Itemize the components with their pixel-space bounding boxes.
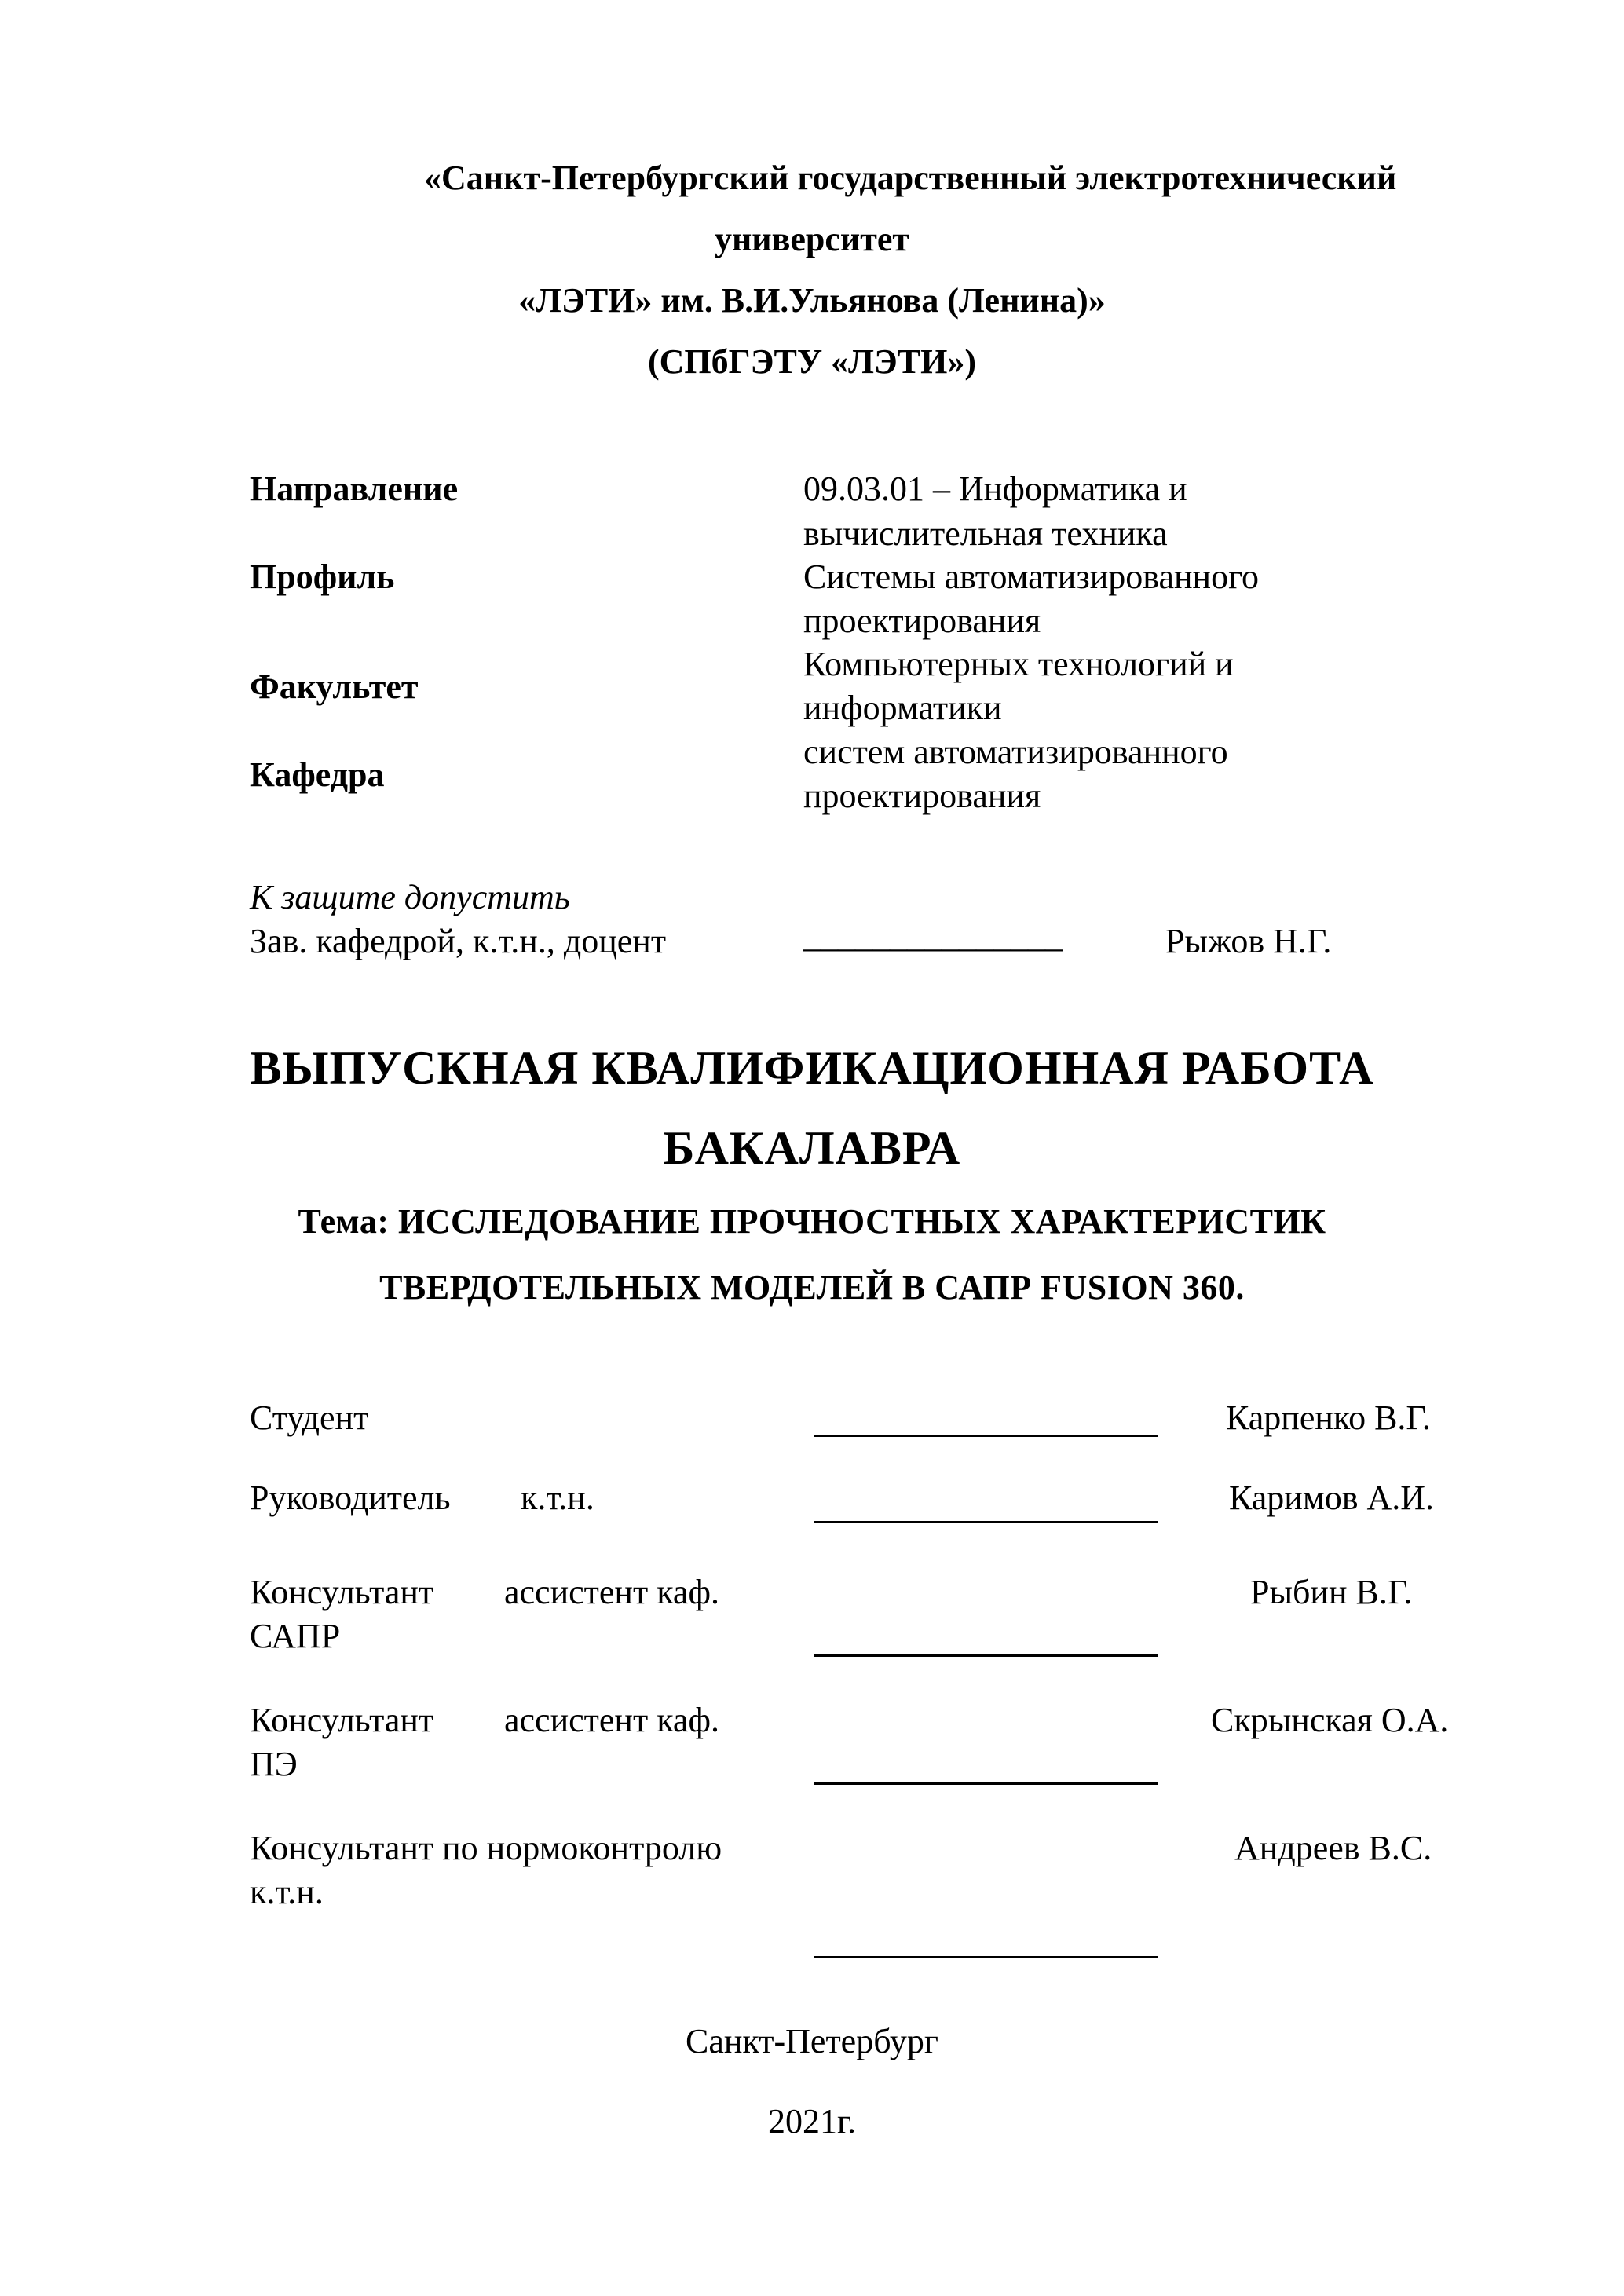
admission-signature-line: _______________ [803,916,1063,955]
signature-line [814,1521,1158,1523]
admission-role: Зав. кафедрой, к.т.н., доцент [250,922,667,960]
signature-role-line2: САПР [250,1617,341,1655]
signature-name: Карпенко В.Г. [1226,1398,1431,1437]
signature-line [814,1782,1158,1785]
profile-label: Профиль [250,558,395,596]
header-university-line1: «Санкт-Петербургский государственный электротехнический [424,159,1397,197]
header-university-abbr: (СПбГЭТУ «ЛЭТИ») [648,342,976,381]
signature-line [814,1654,1158,1657]
document-theme-line2: ТВЕРДОТЕЛЬНЫХ МОДЕЛЕЙ В САПР FUSION 360. [379,1268,1245,1307]
department-label: Кафедра [250,755,385,794]
signature-name: Рыбин В.Г. [1250,1573,1413,1611]
signature-name: Каримов А.И. [1229,1479,1435,1517]
header-university-line3: «ЛЭТИ» им. В.И.Ульянова (Ленина)» [518,281,1106,320]
document-theme-line1: Тема: ИССЛЕДОВАНИЕ ПРОЧНОСТНЫХ ХАРАКТЕРИСТИК [298,1202,1326,1241]
signature-role-detail: ассистент каф. [504,1701,719,1739]
header-university-line2: университет [714,220,910,258]
document-title-line2: БАКАЛАВРА [663,1122,961,1174]
signature-role: Консультант по нормоконтролю [250,1829,722,1867]
direction-value-line1: 09.03.01 – Информатика и [803,470,1187,508]
department-value-line2: проектирования [803,777,1041,815]
direction-value-line2: вычислительная техника [803,514,1168,553]
faculty-value-line1: Компьютерных технологий и [803,645,1234,683]
signature-line [814,1435,1158,1437]
faculty-label: Факультет [250,667,419,706]
signature-role: Консультант [250,1701,434,1739]
department-value-line1: систем автоматизированного [803,733,1228,771]
faculty-value-line2: информатики [803,689,1002,727]
signature-name: Скрынская О.А. [1211,1701,1449,1739]
document-title-line1: ВЫПУСКНАЯ КВАЛИФИКАЦИОННАЯ РАБОТА [250,1042,1374,1094]
signature-role: Студент [250,1398,369,1437]
footer-city: Санкт-Петербург [686,2022,938,2060]
admission-name: Рыжов Н.Г. [1165,922,1332,960]
profile-value-line1: Системы автоматизированного [803,558,1260,596]
signature-name: Андреев В.С. [1234,1829,1432,1867]
signature-role: Консультант [250,1573,434,1611]
signature-role-detail: ассистент каф. [504,1573,719,1611]
signature-role: Руководитель [250,1479,451,1517]
admission-label: К защите допустить [250,878,570,916]
direction-label: Направление [250,470,459,508]
footer-year: 2021г. [767,2102,857,2141]
signature-role-line2: ПЭ [250,1745,298,1783]
signature-role-detail: к.т.н. [521,1479,594,1517]
signature-role-line2: к.т.н. [250,1873,324,1911]
signature-line [814,1956,1158,1958]
profile-value-line2: проектирования [803,601,1041,640]
